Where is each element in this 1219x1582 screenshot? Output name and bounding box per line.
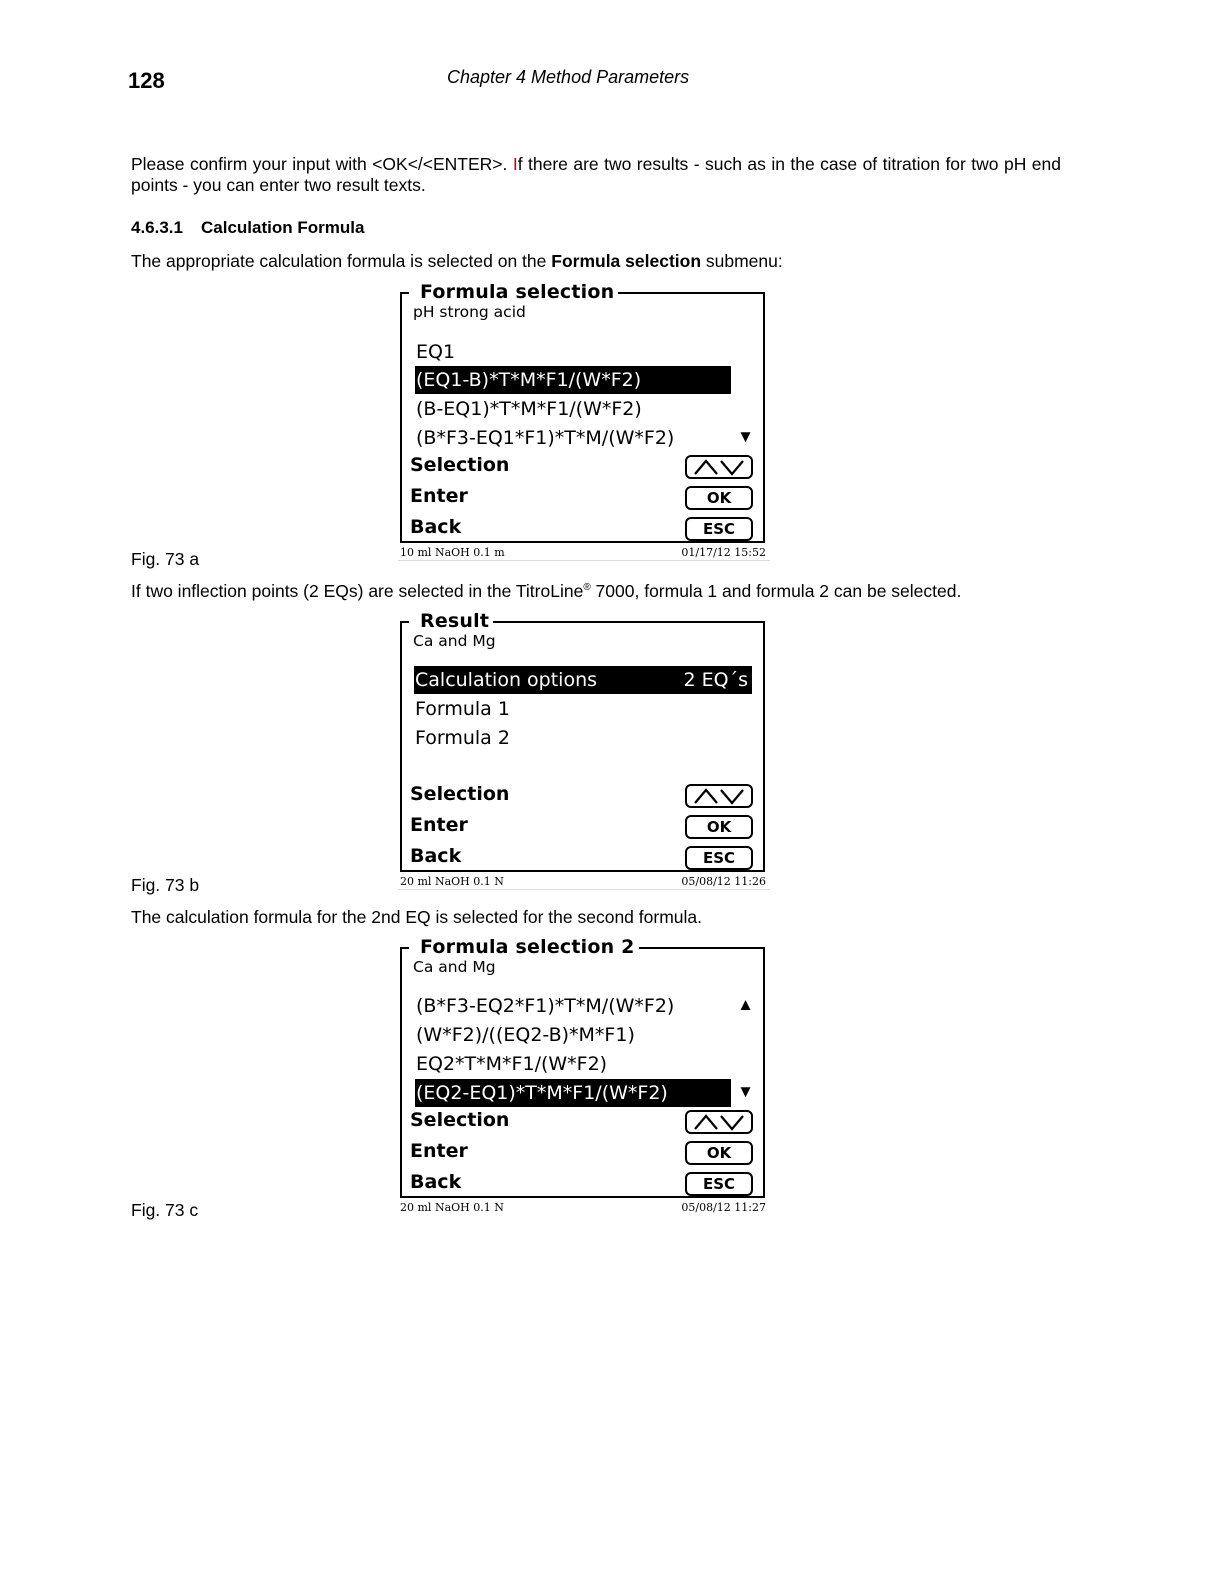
- frame-edge: [620, 947, 765, 949]
- section-heading: [131, 218, 364, 238]
- screen-title: Formula selection 2: [416, 936, 639, 958]
- formula-option[interactable]: (B*F3-EQ2*F1)*T*M/(W*F2): [416, 995, 675, 1017]
- up-down-key[interactable]: [685, 784, 753, 808]
- calculation-options-value: 2 EQ´s: [683, 669, 748, 691]
- screen-subtitle: Ca and Mg: [413, 632, 496, 650]
- figure-caption: Fig. 73 a: [131, 549, 200, 569]
- second-formula-paragraph: The calculation formula for the 2nd EQ is selected for the second formula.: [131, 907, 702, 927]
- registered-mark: ®: [583, 582, 591, 594]
- formula-intro-bold: Formula selection: [551, 251, 702, 271]
- intro-text-red: I: [512, 154, 518, 174]
- screen-title: Result: [416, 610, 493, 632]
- ok-key[interactable]: OK: [685, 486, 753, 510]
- page-number: 128: [128, 68, 165, 93]
- formula-2-item[interactable]: Formula 2: [415, 727, 510, 749]
- enter-label: Enter: [410, 1140, 468, 1162]
- up-down-key[interactable]: [685, 455, 753, 479]
- status-reagent: 20 ml NaOH 0.1 N: [400, 875, 504, 888]
- back-label: Back: [410, 516, 462, 538]
- chapter-title: Chapter 4 Method Parameters: [447, 67, 690, 87]
- formula-intro-b: submenu:: [701, 251, 783, 271]
- frame-edge: [600, 292, 765, 294]
- calculation-options-label: Calculation options: [415, 669, 598, 691]
- formula-intro-paragraph: [131, 251, 1061, 272]
- screen-formula-selection-2: [398, 936, 770, 1215]
- formula-option[interactable]: EQ2*T*M*F1/(W*F2): [416, 1053, 608, 1075]
- two-eq-text-a: If two inflection points (2 EQs) are selected in the TitroLine: [131, 581, 584, 601]
- formula-option[interactable]: (B-EQ1)*T*M*F1/(W*F2): [416, 398, 642, 420]
- frame-edge: [400, 947, 409, 949]
- esc-key[interactable]: ESC: [685, 1172, 753, 1196]
- status-datetime: 05/08/12 11:26: [681, 875, 766, 888]
- status-datetime: 01/17/12 15:52: [681, 546, 766, 559]
- scroll-up-icon[interactable]: ▲: [737, 995, 754, 1014]
- enter-label: Enter: [410, 814, 468, 836]
- screen-subtitle: Ca and Mg: [413, 958, 496, 976]
- formula-1-item[interactable]: Formula 1: [415, 698, 510, 720]
- status-datetime: 05/08/12 11:27: [681, 1201, 766, 1214]
- two-eq-text-b: 7000, formula 1 and formula 2 can be selected.: [590, 581, 962, 601]
- scroll-down-icon[interactable]: ▼: [737, 427, 754, 446]
- screen-result: [398, 610, 770, 889]
- status-divider: [398, 889, 770, 890]
- intro-paragraph: [131, 154, 1061, 196]
- selection-label: Selection: [410, 454, 510, 476]
- screen-title: Formula selection: [416, 281, 618, 303]
- frame-edge: [400, 292, 409, 294]
- figure-caption: Fig. 73 c: [131, 1200, 199, 1220]
- ok-key[interactable]: OK: [685, 1141, 753, 1165]
- screen-formula-selection: [398, 281, 770, 560]
- screen-subtitle: pH strong acid: [413, 303, 526, 321]
- section-title: Calculation Formula: [201, 218, 365, 237]
- up-down-arrows-icon: [691, 459, 747, 476]
- back-label: Back: [410, 845, 462, 867]
- ok-key[interactable]: OK: [685, 815, 753, 839]
- scroll-down-icon[interactable]: ▼: [737, 1082, 754, 1101]
- status-divider: [398, 560, 770, 561]
- formula-option-selected[interactable]: (EQ2-EQ1)*T*M*F1/(W*F2): [415, 1079, 731, 1107]
- formula-option[interactable]: EQ1: [416, 341, 456, 363]
- back-label: Back: [410, 1171, 462, 1193]
- up-down-arrows-icon: [691, 1114, 747, 1131]
- esc-key[interactable]: ESC: [685, 846, 753, 870]
- up-down-key[interactable]: [685, 1110, 753, 1134]
- formula-option[interactable]: (B*F3-EQ1*F1)*T*M/(W*F2): [416, 427, 675, 449]
- figure-caption: Fig. 73 b: [131, 875, 200, 895]
- selection-label: Selection: [410, 1109, 510, 1131]
- calculation-options-item[interactable]: [414, 666, 752, 694]
- section-number: 4.6.3.1: [131, 218, 183, 237]
- frame-edge: [488, 621, 765, 623]
- intro-text-a: Please confirm your input with <OK</<ENTER>.: [131, 154, 513, 174]
- esc-key[interactable]: ESC: [685, 517, 753, 541]
- selection-label: Selection: [410, 783, 510, 805]
- up-down-arrows-icon: [691, 788, 747, 805]
- formula-option-selected[interactable]: (EQ1-B)*T*M*F1/(W*F2): [415, 366, 731, 394]
- formula-intro-a: The appropriate calculation formula is selected on the: [131, 251, 552, 271]
- formula-option[interactable]: (W*F2)/((EQ2-B)*M*F1): [416, 1024, 635, 1046]
- enter-label: Enter: [410, 485, 468, 507]
- frame-edge: [400, 621, 409, 623]
- intro-text-b: f there are two results - such as in the case of titration for two pH end points - you can enter two result texts.: [131, 154, 1061, 195]
- two-eq-paragraph: [131, 581, 1061, 602]
- status-reagent: 20 ml NaOH 0.1 N: [400, 1201, 504, 1214]
- status-reagent: 10 ml NaOH 0.1 m: [400, 546, 505, 559]
